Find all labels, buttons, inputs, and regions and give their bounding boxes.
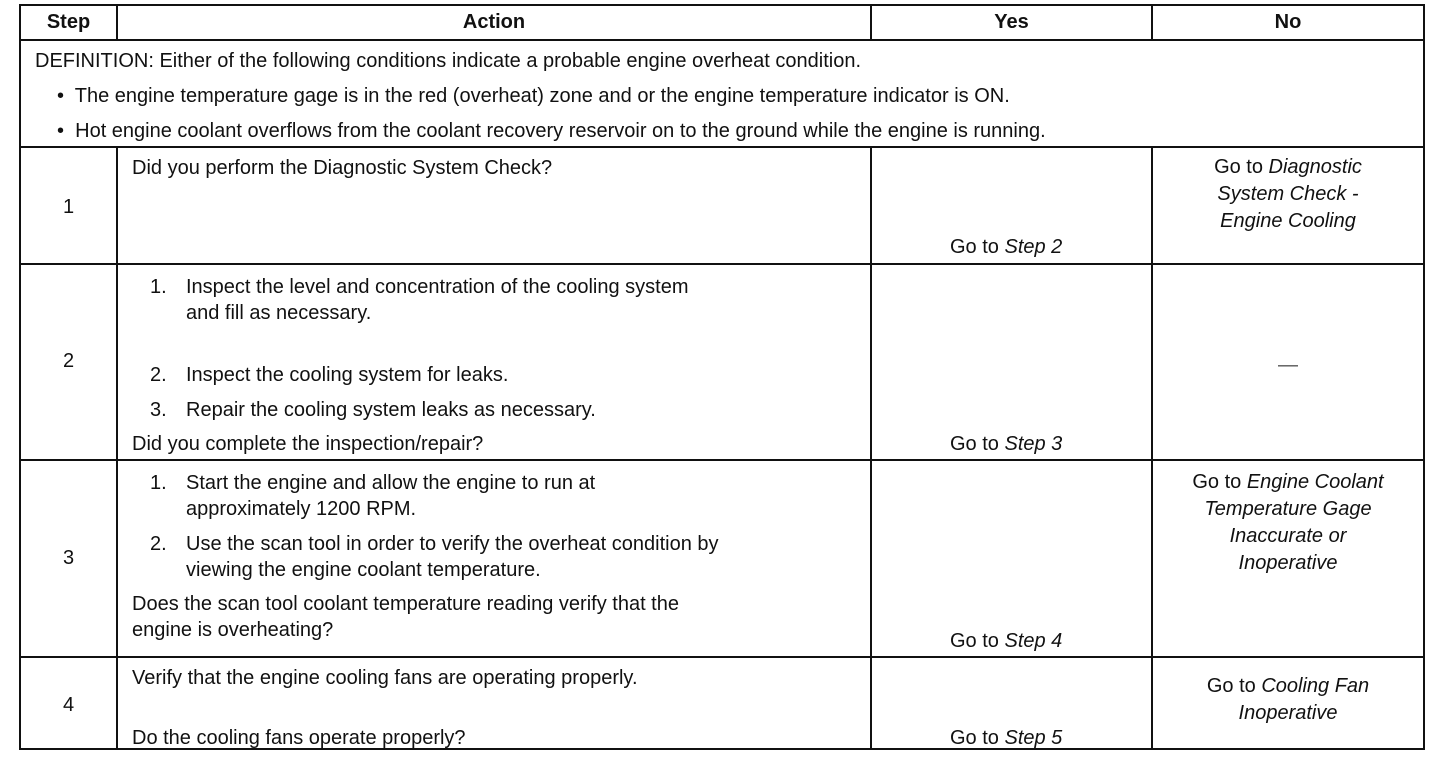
no-link[interactable]: Engine Coolant	[1246, 471, 1384, 493]
list-item	[186, 531, 719, 583]
header-action: Action	[118, 6, 872, 39]
no-prefix: Go to	[1214, 156, 1269, 178]
list-item-line: and fill as necessary.	[186, 302, 372, 324]
yes-prefix: Go to	[950, 433, 1005, 455]
table-row-step-3	[21, 461, 1423, 658]
step-number: 2	[62, 350, 75, 372]
list-item-number: 2.	[150, 533, 167, 555]
step-cell	[21, 658, 118, 750]
action-cell	[118, 461, 872, 656]
step-number: 4	[62, 694, 75, 716]
no-goto	[1153, 154, 1423, 235]
list-item	[186, 274, 689, 326]
list-item-line: Start the engine and allow the engine to run at	[186, 472, 596, 494]
yes-cell	[872, 148, 1153, 263]
action-cell	[118, 148, 872, 263]
yes-prefix: Go to	[950, 236, 1005, 258]
no-link[interactable]: Temperature Gage	[1204, 498, 1372, 520]
no-prefix: Go to	[1206, 675, 1262, 697]
yes-step-link[interactable]: Step 3	[1004, 433, 1063, 455]
list-item-number: 1.	[150, 276, 167, 298]
yes-goto	[950, 725, 1062, 751]
definition-bullet-text: Hot engine coolant overflows from the coolant recovery reservoir on to the ground while the engine is running.	[75, 120, 1046, 142]
no-link[interactable]: Inoperative	[1238, 552, 1338, 574]
yes-goto	[950, 431, 1062, 457]
no-dash: —	[1278, 354, 1298, 376]
definition-intro: DEFINITION: Either of the following conditions indicate a probable engine overheat condition.	[35, 50, 862, 72]
list-item	[186, 470, 595, 522]
no-goto	[1153, 673, 1423, 727]
action-question: Did you perform the Diagnostic System Check?	[132, 157, 553, 179]
action-question: Do the cooling fans operate properly?	[132, 727, 466, 749]
yes-goto	[950, 234, 1062, 260]
step-cell	[21, 461, 118, 656]
no-cell	[1153, 461, 1423, 656]
yes-step-link[interactable]: Step 5	[1004, 727, 1063, 749]
table-row-step-4	[21, 658, 1423, 750]
list-item-number: 1.	[150, 472, 167, 494]
list-item: Inspect the cooling system for leaks.	[186, 364, 509, 386]
no-link[interactable]: System Check -	[1217, 183, 1359, 205]
yes-prefix: Go to	[950, 630, 1005, 652]
definition-bullet-text: The engine temperature gage is in the red (overheat) zone and or the engine temperature indicator is ON.	[74, 85, 1010, 107]
step-number: 3	[62, 547, 75, 569]
list-item-number: 2.	[150, 364, 167, 386]
action-cell	[118, 658, 872, 750]
no-link[interactable]: Inaccurate or	[1229, 525, 1347, 547]
list-item-line: viewing the engine coolant temperature.	[186, 559, 541, 581]
question-line: Does the scan tool coolant temperature reading verify that the	[132, 593, 679, 615]
diagnostic-table	[19, 4, 1425, 750]
table-header-row	[21, 6, 1423, 41]
no-cell	[1153, 148, 1423, 263]
step-cell	[21, 265, 118, 459]
header-yes: Yes	[872, 6, 1153, 39]
definition-bullet: • Hot engine coolant overflows from the coolant recovery reservoir on to the ground while the engine is running.	[57, 120, 1046, 142]
table-row-step-2	[21, 265, 1423, 461]
action-question	[132, 591, 679, 643]
no-link[interactable]: Inoperative	[1238, 702, 1338, 724]
action-question: Did you complete the inspection/repair?	[132, 433, 484, 455]
yes-goto	[950, 628, 1062, 654]
step-number: 1	[62, 196, 75, 218]
no-cell	[1153, 265, 1423, 459]
no-link[interactable]: Cooling Fan	[1261, 675, 1370, 697]
list-item-line: approximately 1200 RPM.	[186, 498, 417, 520]
yes-prefix: Go to	[950, 727, 1005, 749]
yes-cell	[872, 265, 1153, 459]
yes-cell	[872, 461, 1153, 656]
step-cell	[21, 148, 118, 263]
definition-bullet: • The engine temperature gage is in the red (overheat) zone and or the engine temperature indicator is ON.	[57, 85, 1010, 107]
no-prefix: Go to	[1192, 471, 1247, 493]
no-link[interactable]: Diagnostic	[1268, 156, 1362, 178]
list-item-line: Inspect the level and concentration of the cooling system	[186, 276, 689, 298]
action-cell	[118, 265, 872, 459]
question-line: engine is overheating?	[132, 619, 334, 641]
yes-cell	[872, 658, 1153, 750]
list-item-number: 3.	[150, 399, 167, 421]
header-step: Step	[21, 6, 118, 39]
definition-row	[21, 41, 1423, 148]
yes-step-link[interactable]: Step 4	[1004, 630, 1063, 652]
no-goto	[1153, 469, 1423, 577]
header-no: No	[1274, 11, 1302, 33]
yes-step-link[interactable]: Step 2	[1004, 236, 1063, 258]
list-item: Repair the cooling system leaks as necessary.	[186, 399, 596, 421]
action-text: Verify that the engine cooling fans are operating properly.	[132, 667, 638, 689]
list-item-line: Use the scan tool in order to verify the overheat condition by	[186, 533, 719, 555]
no-cell	[1153, 658, 1423, 750]
no-link[interactable]: Engine Cooling	[1220, 210, 1356, 232]
table-row-step-1	[21, 148, 1423, 265]
